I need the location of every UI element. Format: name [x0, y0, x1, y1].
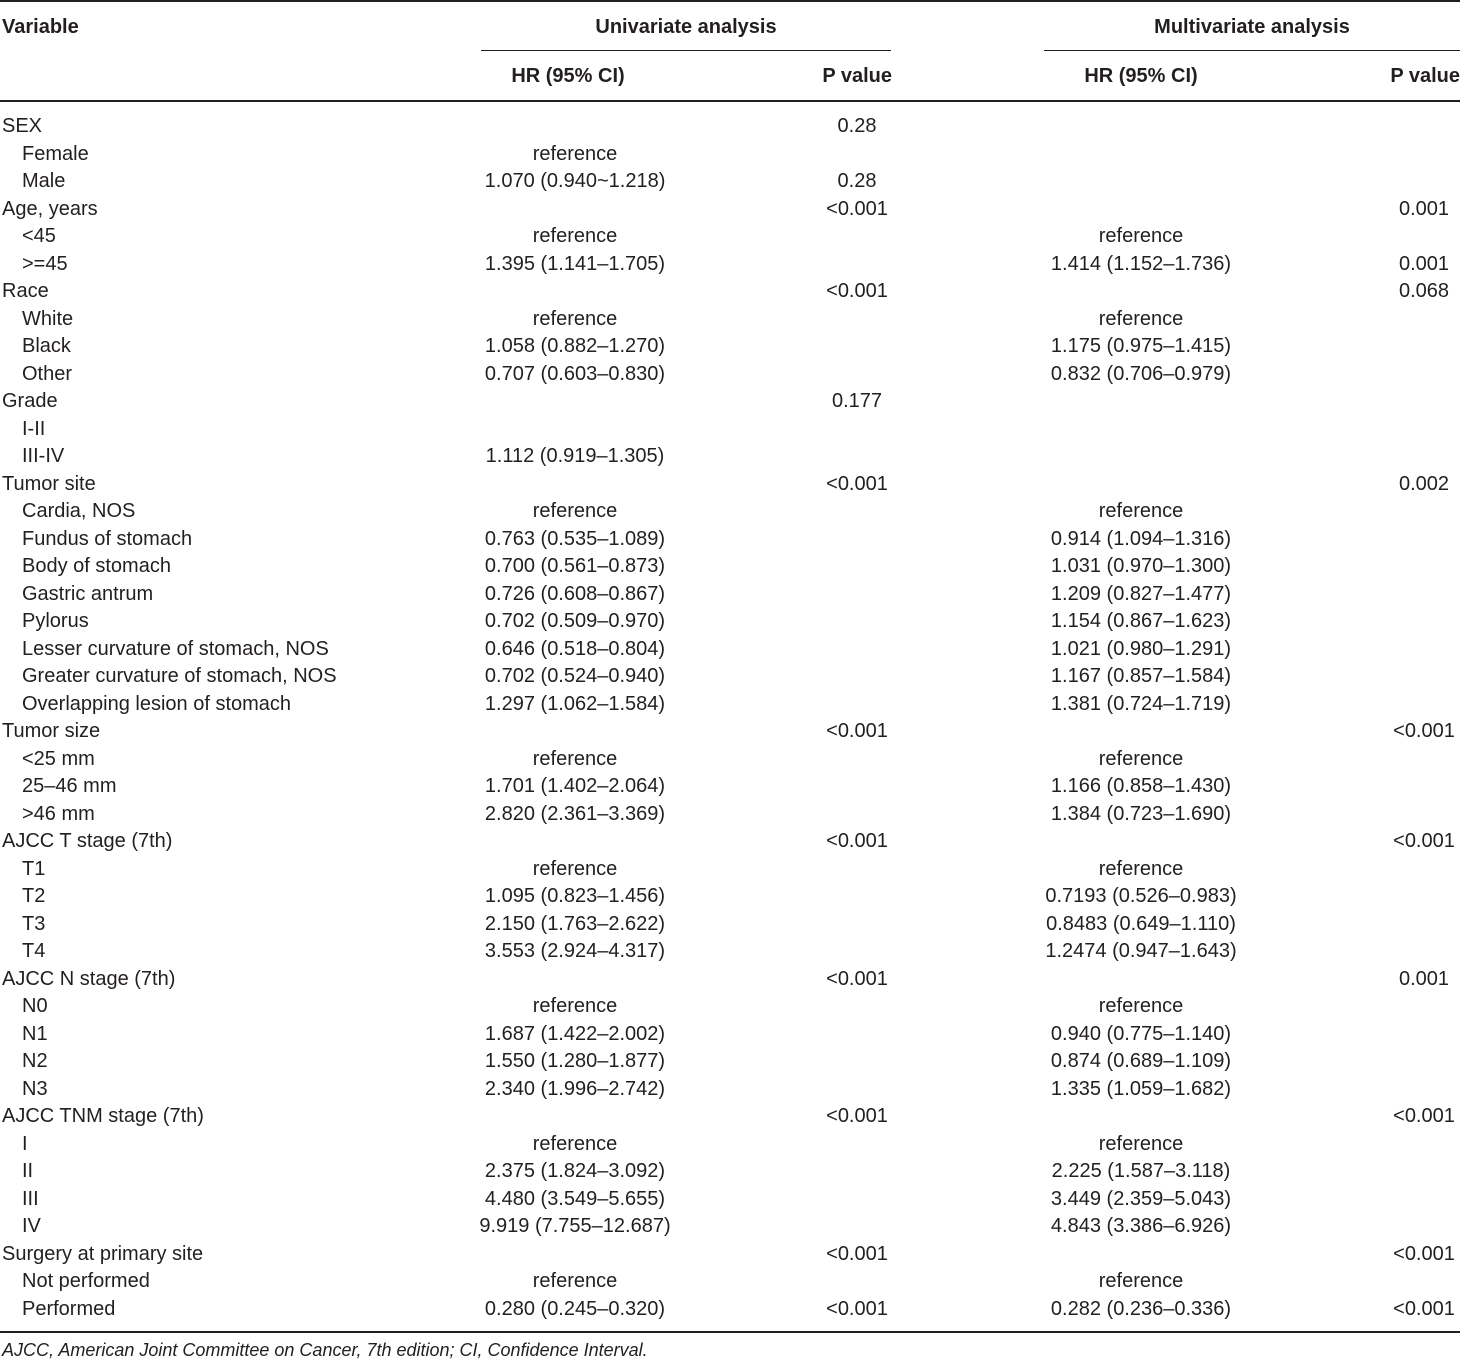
univariate-hr-cell: reference	[532, 500, 618, 522]
multivariate-hr-cell: 1.166 (0.858–1.430)	[1050, 775, 1232, 797]
multivariate-hr-cell: 1.175 (0.975–1.415)	[1050, 335, 1232, 357]
row-label: T2	[22, 885, 46, 907]
univariate-hr-cell: 2.375 (1.824–3.092)	[484, 1160, 666, 1182]
multivariate-hr-cell: 1.209 (0.827–1.477)	[1050, 582, 1232, 605]
header-bottom-rule	[0, 100, 1460, 102]
multivariate-hr-cell: 4.843 (3.386–6.926)	[1050, 1215, 1232, 1237]
multivariate-pvalue-cell: <0.001	[1393, 1297, 1455, 1320]
multivariate-hr-cell: 1.2474 (0.947–1.643)	[1045, 940, 1237, 962]
row-label: Grade	[2, 390, 58, 412]
univariate-hr-cell: 1.070 (0.940~1.218)	[484, 170, 666, 192]
univariate-hr-cell: 0.726 (0.608–0.867)	[484, 582, 666, 605]
row-label: <45	[22, 225, 56, 247]
table-row	[0, 746, 1460, 774]
table-row	[0, 526, 1460, 554]
univariate-pvalue-cell: <0.001	[826, 830, 888, 852]
table-row	[0, 1131, 1460, 1159]
table-row	[0, 1186, 1460, 1214]
univariate-hr-cell: 0.646 (0.518–0.804)	[484, 637, 666, 660]
univariate-pvalue-cell: <0.001	[826, 967, 888, 990]
row-label: IV	[22, 1215, 41, 1237]
univariate-hr-cell: 3.553 (2.924–4.317)	[484, 940, 666, 962]
row-label: Body of stomach	[22, 555, 171, 577]
univariate-hr-cell: reference	[532, 307, 618, 330]
table-row	[0, 471, 1460, 499]
header-univariate-pvalue: P value	[822, 65, 892, 87]
row-label: Cardia, NOS	[22, 500, 136, 522]
univariate-hr-cell: 1.112 (0.919–1.305)	[485, 445, 665, 467]
multivariate-hr-cell: 0.7193 (0.526–0.983)	[1045, 885, 1237, 907]
row-label: T1	[22, 857, 46, 880]
multivariate-hr-cell: reference	[1098, 225, 1184, 247]
multivariate-hr-cell: 1.384 (0.723–1.690)	[1050, 802, 1232, 825]
row-label: T4	[22, 940, 46, 962]
table-row	[0, 416, 1460, 444]
univariate-span-rule	[481, 50, 891, 51]
table-row	[0, 1213, 1460, 1241]
row-label: I	[22, 1132, 28, 1155]
univariate-hr-cell: 0.763 (0.535–1.089)	[484, 527, 666, 550]
table-body	[0, 113, 1460, 1323]
multivariate-hr-cell: reference	[1098, 1132, 1184, 1155]
table-row	[0, 938, 1460, 966]
univariate-hr-cell: 1.395 (1.141–1.705)	[484, 252, 666, 275]
header-variable: Variable	[2, 16, 79, 38]
row-label: >46 mm	[22, 802, 95, 825]
multivariate-hr-cell: 0.940 (0.775–1.140)	[1050, 1022, 1232, 1045]
multivariate-hr-cell: 0.874 (0.689–1.109)	[1050, 1050, 1232, 1072]
table-row	[0, 251, 1460, 279]
univariate-pvalue-cell: <0.001	[826, 1297, 888, 1320]
univariate-hr-cell: 1.095 (0.823–1.456)	[484, 885, 666, 907]
row-label: Overlapping lesion of stomach	[22, 692, 292, 715]
table-row	[0, 911, 1460, 939]
table-row	[0, 856, 1460, 884]
multivariate-hr-cell: 0.914 (1.094–1.316)	[1050, 527, 1232, 550]
row-label: N3	[22, 1077, 48, 1100]
table-bottom-rule	[0, 1331, 1460, 1333]
table-row	[0, 1296, 1460, 1324]
multivariate-pvalue-cell: 0.001	[1398, 967, 1450, 990]
univariate-hr-cell: 1.550 (1.280–1.877)	[484, 1050, 666, 1072]
row-label: Race	[2, 280, 49, 302]
multivariate-hr-cell: 1.414 (1.152–1.736)	[1050, 252, 1232, 275]
table-row	[0, 608, 1460, 636]
table-row	[0, 498, 1460, 526]
row-label: AJCC T stage (7th)	[2, 830, 173, 852]
univariate-pvalue-cell: <0.001	[826, 280, 888, 302]
multivariate-hr-cell: reference	[1098, 500, 1184, 522]
univariate-pvalue-cell: <0.001	[826, 197, 888, 220]
multivariate-hr-cell: 3.449 (2.359–5.043)	[1050, 1187, 1232, 1210]
multivariate-hr-cell: reference	[1098, 995, 1184, 1017]
header-multivariate-hr: HR (95% CI)	[1084, 65, 1198, 87]
univariate-hr-cell: 2.150 (1.763–2.622)	[484, 912, 666, 935]
table-row	[0, 636, 1460, 664]
multivariate-hr-cell: 1.154 (0.867–1.623)	[1050, 610, 1232, 632]
row-label: N0	[22, 995, 48, 1017]
row-label: Other	[22, 362, 73, 385]
multivariate-hr-cell: reference	[1098, 307, 1184, 330]
univariate-hr-cell: reference	[532, 1132, 618, 1155]
multivariate-hr-cell: 1.021 (0.980–1.291)	[1050, 637, 1232, 660]
row-label: AJCC N stage (7th)	[2, 967, 176, 990]
univariate-hr-cell: reference	[532, 747, 618, 770]
row-label: Greater curvature of stomach, NOS	[22, 665, 337, 687]
table-row	[0, 801, 1460, 829]
row-label: >=45	[22, 252, 68, 275]
univariate-hr-cell: 1.297 (1.062–1.584)	[484, 692, 666, 715]
table-row	[0, 168, 1460, 196]
row-label: N1	[22, 1022, 48, 1045]
multivariate-pvalue-cell: <0.001	[1393, 720, 1455, 742]
header-univariate: Univariate analysis	[595, 16, 777, 38]
univariate-pvalue-cell: 0.28	[837, 115, 877, 137]
row-label: SEX	[2, 115, 43, 137]
univariate-hr-cell: 2.820 (2.361–3.369)	[484, 802, 666, 825]
table-row	[0, 1021, 1460, 1049]
table-row	[0, 1103, 1460, 1131]
univariate-hr-cell: reference	[532, 995, 618, 1017]
table-footnote: AJCC, American Joint Committee on Cancer, 7th edition; CI, Confidence Interval.	[2, 1340, 648, 1360]
row-label: Pylorus	[22, 610, 89, 632]
multivariate-pvalue-cell: 0.001	[1398, 252, 1450, 275]
multivariate-hr-cell: reference	[1098, 747, 1184, 770]
univariate-pvalue-cell: 0.28	[837, 170, 877, 192]
table-row	[0, 718, 1460, 746]
univariate-hr-cell: reference	[532, 857, 618, 880]
table-row	[0, 883, 1460, 911]
row-label: <25 mm	[22, 747, 95, 770]
table-row	[0, 663, 1460, 691]
univariate-hr-cell: 0.702 (0.524–0.940)	[484, 665, 666, 687]
univariate-pvalue-cell: <0.001	[826, 720, 888, 742]
multivariate-pvalue-cell: 0.002	[1398, 472, 1450, 495]
univariate-hr-cell: 9.919 (7.755–12.687)	[479, 1215, 671, 1237]
row-label: III	[22, 1187, 39, 1210]
univariate-hr-cell: 1.058 (0.882–1.270)	[484, 335, 666, 357]
row-label: AJCC TNM stage (7th)	[2, 1105, 204, 1127]
univariate-hr-cell: 0.700 (0.561–0.873)	[484, 555, 666, 577]
multivariate-pvalue-cell: <0.001	[1393, 830, 1455, 852]
table-row	[0, 773, 1460, 801]
table-row	[0, 966, 1460, 994]
multivariate-pvalue-cell: <0.001	[1393, 1242, 1455, 1265]
table-row	[0, 1048, 1460, 1076]
multivariate-hr-cell: 1.335 (1.059–1.682)	[1050, 1077, 1232, 1100]
row-label: Age, years	[2, 197, 98, 220]
table-row	[0, 1158, 1460, 1186]
table-top-rule	[0, 0, 1460, 2]
row-label: Gastric antrum	[22, 582, 154, 605]
univariate-hr-cell: reference	[532, 142, 618, 165]
multivariate-hr-cell: reference	[1098, 1270, 1184, 1292]
univariate-hr-cell: 0.702 (0.509–0.970)	[484, 610, 666, 632]
table-row	[0, 306, 1460, 334]
header-univariate-hr: HR (95% CI)	[511, 65, 625, 87]
table-row	[0, 443, 1460, 471]
row-label: Fundus of stomach	[22, 527, 193, 550]
table-row	[0, 553, 1460, 581]
row-label: Performed	[22, 1297, 116, 1320]
table-row	[0, 141, 1460, 169]
table-row	[0, 1076, 1460, 1104]
table-row	[0, 388, 1460, 416]
univariate-hr-cell: 2.340 (1.996–2.742)	[484, 1077, 666, 1100]
row-label: Lesser curvature of stomach, NOS	[22, 637, 329, 660]
row-label: White	[22, 307, 74, 330]
row-label: Surgery at primary site	[2, 1242, 204, 1265]
row-label: T3	[22, 912, 46, 935]
header-multivariate: Multivariate analysis	[1154, 16, 1350, 38]
multivariate-hr-cell: 0.282 (0.236–0.336)	[1050, 1297, 1232, 1320]
multivariate-hr-cell: 1.167 (0.857–1.584)	[1050, 665, 1232, 687]
table-row	[0, 196, 1460, 224]
multivariate-hr-cell: 1.031 (0.970–1.300)	[1050, 555, 1232, 577]
table-row	[0, 1241, 1460, 1269]
univariate-hr-cell: 0.280 (0.245–0.320)	[484, 1297, 666, 1320]
row-label: 25–46 mm	[22, 775, 117, 797]
table-row	[0, 691, 1460, 719]
multivariate-hr-cell: reference	[1098, 857, 1184, 880]
table-row	[0, 113, 1460, 141]
table-row	[0, 828, 1460, 856]
table-row	[0, 333, 1460, 361]
header-multivariate-pvalue: P value	[1390, 65, 1460, 87]
multivariate-hr-cell: 1.381 (0.724–1.719)	[1050, 692, 1232, 715]
row-label: Tumor size	[2, 720, 101, 742]
multivariate-pvalue-cell: <0.001	[1393, 1105, 1455, 1127]
univariate-hr-cell: 1.687 (1.422–2.002)	[484, 1022, 666, 1045]
univariate-pvalue-cell: <0.001	[826, 1105, 888, 1127]
table-row	[0, 581, 1460, 609]
univariate-hr-cell: 1.701 (1.402–2.064)	[484, 775, 666, 797]
row-label: Female	[22, 142, 89, 165]
univariate-hr-cell: 0.707 (0.603–0.830)	[484, 362, 666, 385]
table-row	[0, 361, 1460, 389]
table-row	[0, 223, 1460, 251]
row-label: Not performed	[22, 1270, 150, 1292]
univariate-pvalue-cell: <0.001	[826, 472, 888, 495]
table-row	[0, 1268, 1460, 1296]
univariate-hr-cell: reference	[532, 225, 618, 247]
row-label: Tumor site	[2, 472, 96, 495]
row-label: Male	[22, 170, 66, 192]
multivariate-span-rule	[1044, 50, 1460, 51]
multivariate-hr-cell: 0.832 (0.706–0.979)	[1050, 362, 1232, 385]
univariate-pvalue-cell: <0.001	[826, 1242, 888, 1265]
multivariate-pvalue-cell: 0.068	[1398, 280, 1450, 302]
row-label: II	[22, 1160, 34, 1182]
row-label: III-IV	[22, 445, 65, 467]
univariate-pvalue-cell: 0.177	[831, 390, 883, 412]
multivariate-pvalue-cell: 0.001	[1398, 197, 1450, 220]
multivariate-hr-cell: 2.225 (1.587–3.118)	[1051, 1160, 1231, 1182]
univariate-hr-cell: 4.480 (3.549–5.655)	[484, 1187, 666, 1210]
row-label: Black	[22, 335, 71, 357]
table-row	[0, 278, 1460, 306]
multivariate-hr-cell: 0.8483 (0.649–1.110)	[1046, 912, 1236, 935]
row-label: I-II	[22, 417, 46, 440]
row-label: N2	[22, 1050, 48, 1072]
table-row	[0, 993, 1460, 1021]
univariate-hr-cell: reference	[532, 1270, 618, 1292]
